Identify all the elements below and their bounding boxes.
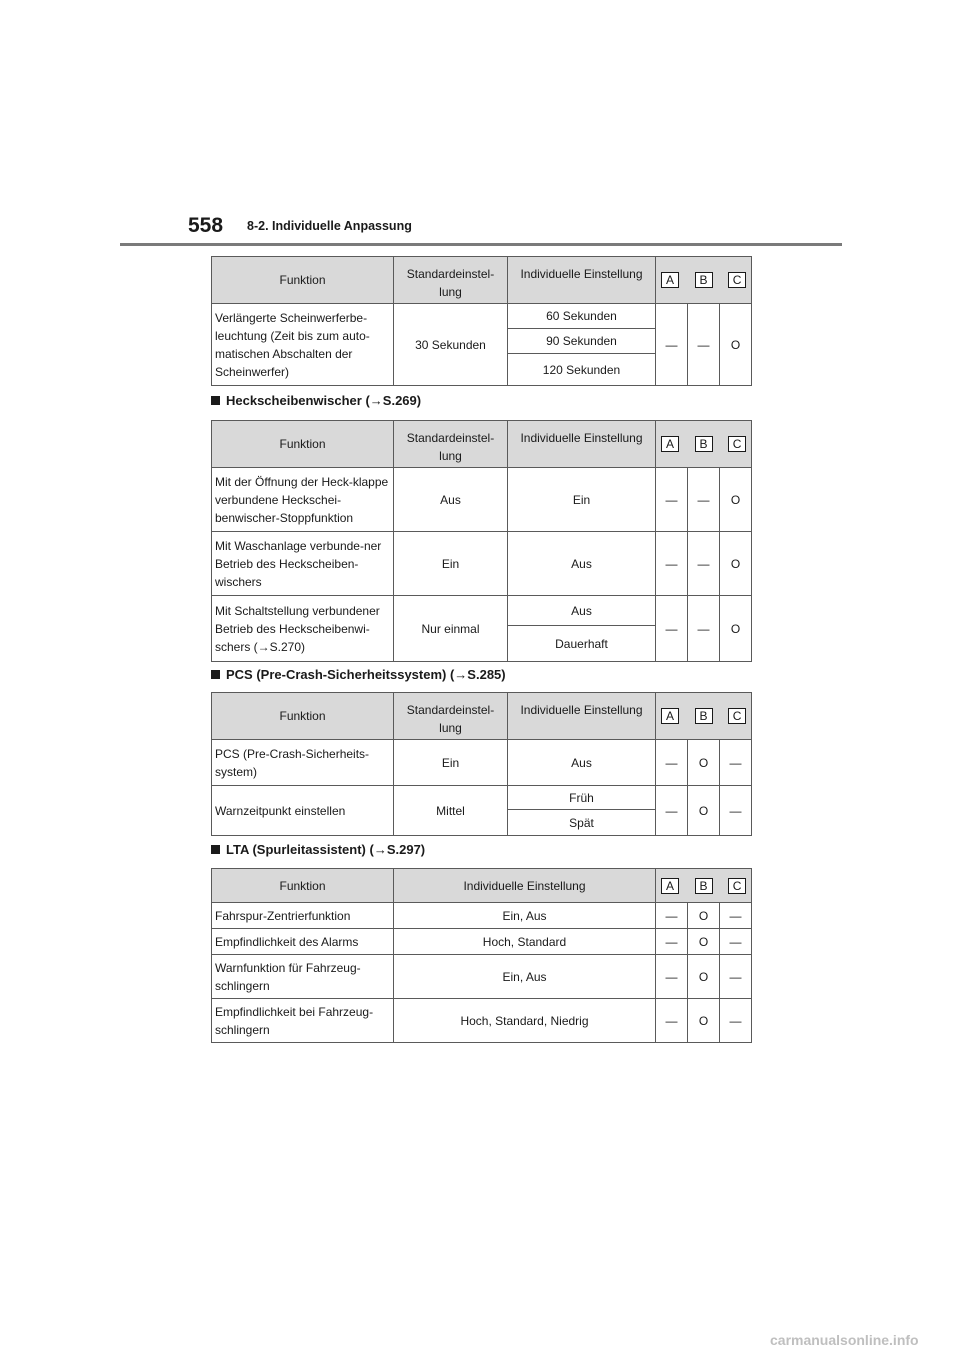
section-title: 8-2. Individuelle Anpassung bbox=[247, 219, 412, 233]
cell-c: — bbox=[720, 740, 752, 786]
cell-individuell: Ein bbox=[508, 468, 656, 532]
col-b: B bbox=[695, 436, 713, 452]
table-row bbox=[212, 786, 752, 810]
page-number: 558 bbox=[188, 214, 224, 237]
cell-func: Warnfunktion für Fahrzeug-schlingern bbox=[212, 955, 394, 999]
cell-option: Dauerhaft bbox=[508, 626, 656, 662]
col-funktion: Funktion bbox=[212, 257, 394, 304]
cell-option: Aus bbox=[508, 596, 656, 626]
cell-option: 90 Sekunden bbox=[508, 329, 656, 354]
cell-b: O bbox=[688, 929, 720, 955]
heading-lta bbox=[211, 842, 425, 857]
cell-option: 60 Sekunden bbox=[508, 304, 656, 329]
col-abc bbox=[656, 693, 752, 740]
cell-c: O bbox=[720, 596, 752, 662]
col-b: B bbox=[695, 708, 713, 724]
col-c: C bbox=[728, 436, 746, 452]
col-c: C bbox=[728, 878, 746, 894]
col-a: A bbox=[661, 272, 679, 288]
cell-standard: 30 Sekunden bbox=[394, 304, 508, 386]
cell-individuell: Aus bbox=[508, 532, 656, 596]
table-row bbox=[212, 468, 752, 532]
cell-individuell: Ein, Aus bbox=[394, 903, 656, 929]
cell-a: — bbox=[656, 740, 688, 786]
col-abc bbox=[656, 869, 752, 903]
table-scheinwerfer bbox=[211, 256, 752, 386]
cell-c: O bbox=[720, 532, 752, 596]
heading-text: LTA (Spurleitassistent) (→S.297) bbox=[226, 842, 426, 857]
table-row bbox=[212, 740, 752, 786]
col-standard: Standardeinstel-lung bbox=[394, 421, 508, 468]
col-individuell: Individuelle Einstellung bbox=[508, 693, 656, 740]
cell-c: O bbox=[720, 304, 752, 386]
table-heckscheibenwischer bbox=[211, 420, 752, 662]
col-individuell: Individuelle Einstellung bbox=[508, 421, 656, 468]
cell-b: O bbox=[688, 786, 720, 836]
cell-func: Mit Waschanlage verbunde-ner Betrieb des Heckscheiben-wischers bbox=[212, 532, 394, 596]
cell-individuell: Hoch, Standard bbox=[394, 929, 656, 955]
heading-text: Heckscheibenwischer (→S.269) bbox=[226, 393, 422, 408]
cell-c: — bbox=[720, 955, 752, 999]
cell-a: — bbox=[656, 304, 688, 386]
col-abc bbox=[656, 257, 752, 304]
table-row bbox=[212, 532, 752, 596]
cell-c: — bbox=[720, 903, 752, 929]
cell-option: Spät bbox=[508, 810, 656, 836]
col-individuell: Individuelle Einstellung bbox=[508, 257, 656, 304]
cell-b: — bbox=[688, 596, 720, 662]
table-pcs bbox=[211, 692, 752, 836]
table-lta bbox=[211, 868, 752, 1043]
cell-c: — bbox=[720, 929, 752, 955]
heading-heckscheibenwischer bbox=[211, 393, 421, 408]
cell-func: Verlängerte Scheinwerferbe-leuchtung (Zeit bis zum auto-matischen Abschalten der Scheinwerfer) bbox=[212, 304, 394, 386]
cell-b: O bbox=[688, 903, 720, 929]
cell-c: — bbox=[720, 786, 752, 836]
cell-b: — bbox=[688, 532, 720, 596]
col-funktion: Funktion bbox=[212, 869, 394, 903]
cell-b: — bbox=[688, 304, 720, 386]
cell-option: 120 Sekunden bbox=[508, 354, 656, 386]
table-row bbox=[212, 903, 752, 929]
cell-a: — bbox=[656, 999, 688, 1043]
col-funktion: Funktion bbox=[212, 693, 394, 740]
table-row bbox=[212, 929, 752, 955]
col-b: B bbox=[695, 878, 713, 894]
col-standard: Standardeinstel-lung bbox=[394, 257, 508, 304]
cell-standard: Ein bbox=[394, 532, 508, 596]
cell-func: Fahrspur-Zentrierfunktion bbox=[212, 903, 394, 929]
header-rule bbox=[120, 243, 842, 246]
table-row bbox=[212, 596, 752, 626]
square-bullet-icon bbox=[211, 845, 220, 854]
cell-func: Mit Schaltstellung verbundener Betrieb des Heckscheibenwi-schers (→S.270) bbox=[212, 596, 394, 662]
table-row bbox=[212, 955, 752, 999]
square-bullet-icon bbox=[211, 670, 220, 679]
heading-text: PCS (Pre-Crash-Sicherheitssystem) (→S.285) bbox=[226, 667, 506, 682]
table-row bbox=[212, 999, 752, 1043]
cell-individuell: Ein, Aus bbox=[394, 955, 656, 999]
cell-standard: Aus bbox=[394, 468, 508, 532]
col-a: A bbox=[661, 878, 679, 894]
col-individuell: Individuelle Einstellung bbox=[394, 869, 656, 903]
col-funktion: Funktion bbox=[212, 421, 394, 468]
cell-a: — bbox=[656, 596, 688, 662]
col-c: C bbox=[728, 272, 746, 288]
col-a: A bbox=[661, 436, 679, 452]
cell-func: Empfindlichkeit des Alarms bbox=[212, 929, 394, 955]
cell-a: — bbox=[656, 786, 688, 836]
heading-pcs bbox=[211, 667, 506, 682]
cell-func: PCS (Pre-Crash-Sicherheits-system) bbox=[212, 740, 394, 786]
cell-b: O bbox=[688, 955, 720, 999]
col-c: C bbox=[728, 708, 746, 724]
cell-a: — bbox=[656, 903, 688, 929]
watermark: carmanualsonline.info bbox=[770, 1332, 919, 1348]
cell-func: Warnzeitpunkt einstellen bbox=[212, 786, 394, 836]
col-b: B bbox=[695, 272, 713, 288]
cell-standard: Nur einmal bbox=[394, 596, 508, 662]
cell-a: — bbox=[656, 929, 688, 955]
cell-c: — bbox=[720, 999, 752, 1043]
cell-b: — bbox=[688, 468, 720, 532]
col-a: A bbox=[661, 708, 679, 724]
cell-b: O bbox=[688, 999, 720, 1043]
square-bullet-icon bbox=[211, 396, 220, 405]
cell-a: — bbox=[656, 468, 688, 532]
cell-standard: Mittel bbox=[394, 786, 508, 836]
col-standard: Standardeinstel-lung bbox=[394, 693, 508, 740]
cell-func: Empfindlichkeit bei Fahrzeug-schlingern bbox=[212, 999, 394, 1043]
cell-c: O bbox=[720, 468, 752, 532]
cell-option: Früh bbox=[508, 786, 656, 810]
cell-func: Mit der Öffnung der Heck-klappe verbundene Heckschei-benwischer-Stoppfunktion bbox=[212, 468, 394, 532]
cell-a: — bbox=[656, 532, 688, 596]
cell-b: O bbox=[688, 740, 720, 786]
col-abc bbox=[656, 421, 752, 468]
cell-individuell: Hoch, Standard, Niedrig bbox=[394, 999, 656, 1043]
cell-standard: Ein bbox=[394, 740, 508, 786]
cell-a: — bbox=[656, 955, 688, 999]
cell-individuell: Aus bbox=[508, 740, 656, 786]
